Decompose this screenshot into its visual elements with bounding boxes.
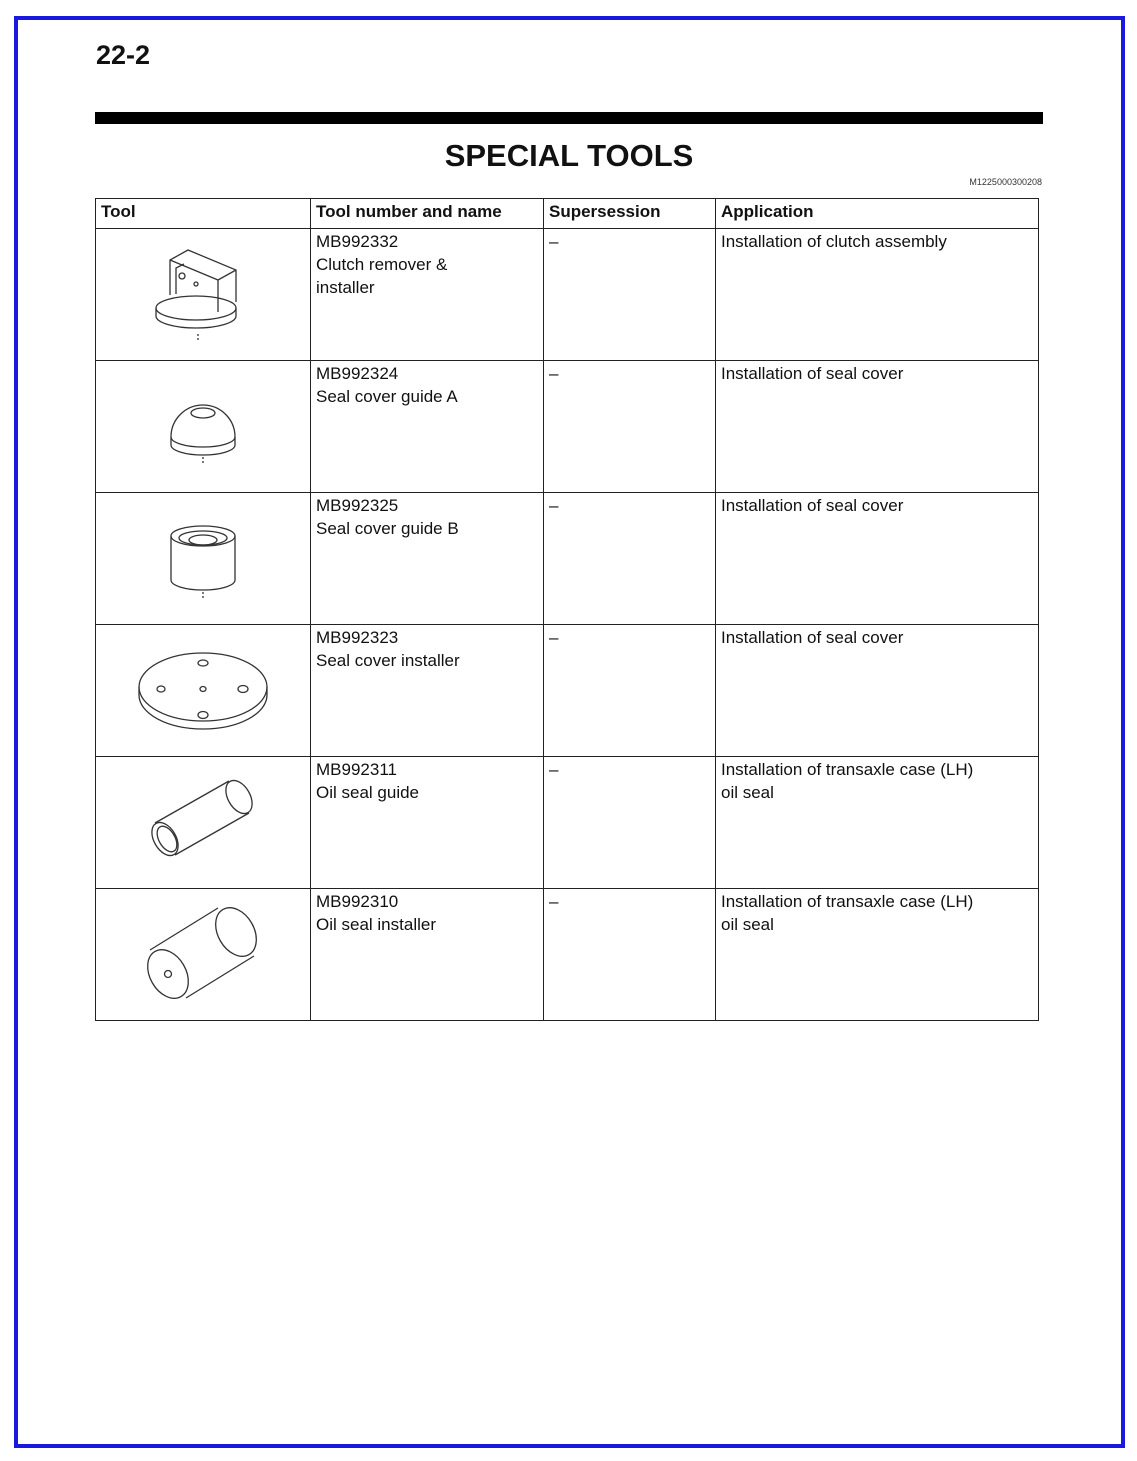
tool-number: MB992311: [316, 760, 397, 779]
tool-number-name-cell: [311, 625, 544, 757]
cylinder-installer-icon: [138, 900, 268, 1010]
table-row: [96, 361, 1039, 493]
application-cell: [716, 229, 1039, 361]
table-header-row: [96, 199, 1039, 229]
application-cell: [716, 889, 1039, 1021]
tool-image-cell: [96, 361, 311, 493]
tool-number: MB992325: [316, 496, 399, 515]
application-cell: [716, 625, 1039, 757]
supersession-cell: –: [544, 229, 716, 361]
supersession-cell: –: [544, 493, 716, 625]
tool-number-name-cell: [311, 361, 544, 493]
cup-guide-icon: [163, 514, 243, 604]
header-application: Application: [716, 199, 1039, 229]
supersession-cell: –: [544, 889, 716, 1021]
tool-number: MB992332: [316, 232, 399, 251]
header-tool: Tool: [96, 199, 311, 229]
document-code: M1225000300208: [969, 177, 1042, 187]
application-text-continued: oil seal: [721, 783, 774, 802]
tool-number: MB992323: [316, 628, 399, 647]
application-text: Installation of seal cover: [721, 496, 904, 515]
supersession-cell: –: [544, 361, 716, 493]
tool-image-cell: [96, 625, 311, 757]
application-cell: [716, 493, 1039, 625]
supersession-cell: –: [544, 757, 716, 889]
cylinder-guide-icon: [143, 773, 263, 873]
tool-number-name-cell: [311, 757, 544, 889]
tool-name: Oil seal installer: [316, 915, 436, 934]
application-text: Installation of transaxle case (LH): [721, 892, 974, 911]
tool-image-cell: [96, 889, 311, 1021]
tool-name: Seal cover guide A: [316, 387, 458, 406]
page-number: 22-2: [96, 40, 151, 70]
tool-image-cell: [96, 493, 311, 625]
supersession-cell: –: [544, 625, 716, 757]
table-row: [96, 889, 1039, 1021]
table-row: [96, 625, 1039, 757]
tool-image-cell: [96, 229, 311, 361]
tool-number-name-cell: [311, 493, 544, 625]
table-row: [96, 229, 1039, 361]
application-cell: [716, 361, 1039, 493]
application-text: Installation of seal cover: [721, 628, 904, 647]
tool-name: Oil seal guide: [316, 783, 420, 802]
special-tools-table: [95, 198, 1039, 1021]
tool-number-name-cell: [311, 229, 544, 361]
tool-name: Seal cover installer: [316, 651, 460, 670]
section-title: SPECIAL TOOLS: [444, 138, 694, 173]
application-text: Installation of transaxle case (LH): [721, 760, 974, 779]
application-cell: [716, 757, 1039, 889]
tool-number-name-cell: [311, 889, 544, 1021]
table-row: [96, 757, 1039, 889]
application-text: Installation of clutch assembly: [721, 232, 947, 251]
application-text-continued: oil seal: [721, 915, 774, 934]
tool-image-cell: [96, 757, 311, 889]
header-supersession: Supersession: [544, 199, 716, 229]
tool-name: Clutch remover &: [316, 255, 448, 274]
tool-number: MB992324: [316, 364, 399, 383]
clutch-remover-installer-icon: [148, 240, 258, 350]
header-rule: [95, 112, 1043, 124]
disc-installer-icon: [133, 641, 273, 741]
tool-number: MB992310: [316, 892, 399, 911]
tool-name: Seal cover guide B: [316, 519, 459, 538]
dome-guide-icon: [163, 387, 243, 467]
application-text: Installation of seal cover: [721, 364, 904, 383]
tool-name-continued: installer: [316, 278, 375, 297]
table-row: [96, 493, 1039, 625]
header-tool-number: Tool number and name: [311, 199, 544, 229]
